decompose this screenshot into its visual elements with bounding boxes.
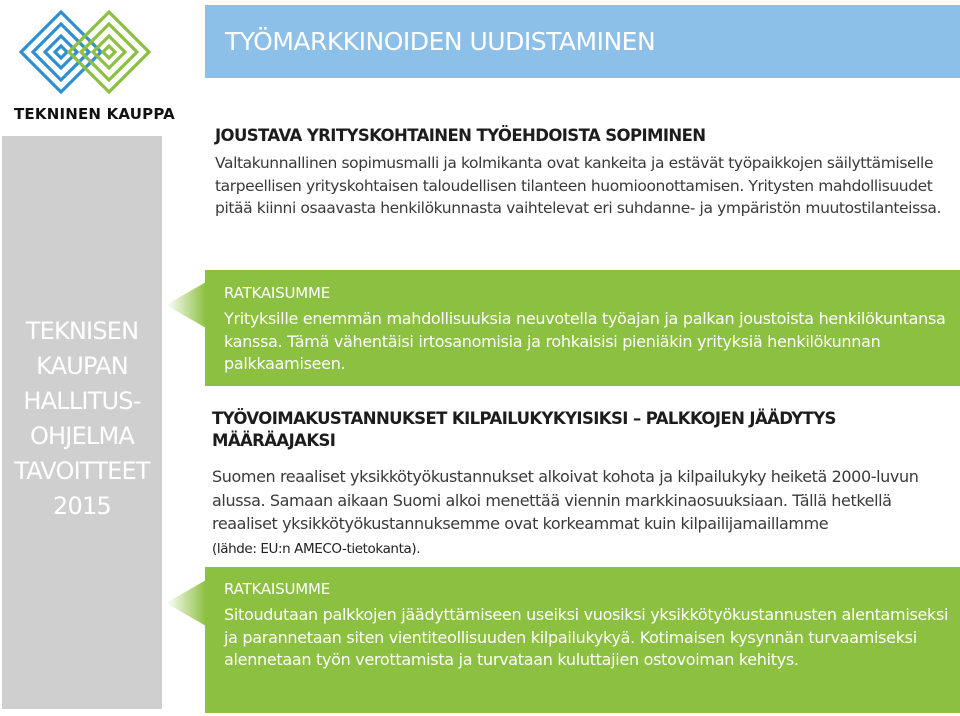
solution-box xyxy=(205,270,960,386)
sidebar-title-line: 2015 xyxy=(53,492,111,520)
header-bar xyxy=(205,5,960,78)
page-title: TYÖMARKKINOIDEN UUDISTAMINEN xyxy=(225,27,656,56)
solution-label: RATKAISUMME xyxy=(224,580,330,598)
arrow-pointer-icon xyxy=(166,580,206,626)
section-labour-costs xyxy=(212,408,957,561)
section-heading: JOUSTAVA YRITYSKOHTAINEN TYÖEHDOISTA SOPIMINEN xyxy=(215,126,706,145)
section-body-text: Suomen reaaliset yksikkötyökustannukset alkoivat kohota ja kilpailukyky heiketä 2000-luvun alussa. Samaan aikaan Suomi alkoi menettää viennin markkinaosuuksiaan. Tällä hetkellä reaaliset yksikkötyökustannuksemme ovat korkeammat kuin kilpailijamaillamme xyxy=(212,467,919,533)
solution-label: RATKAISUMME xyxy=(224,284,330,302)
sidebar-title xyxy=(2,314,162,524)
logo-text: TEKNINEN KAUPPA xyxy=(14,105,175,123)
section-flexible-agreements xyxy=(215,126,955,220)
sidebar-title-line: HALLITUS- xyxy=(23,387,141,415)
solution-box xyxy=(205,567,960,713)
sidebar-title-line: KAUPAN xyxy=(36,352,128,380)
logo-mark-icon xyxy=(17,8,153,96)
sidebar-title-line: TAVOITTEET xyxy=(14,457,150,485)
section-body: Valtakunnallinen sopimusmalli ja kolmikanta ovat kankeita ja estävät työpaikkojen säilyttämiselle tarpeellisen yrityskohtaisen taloudellisen tilanteen huomioonottamisen. Yritysten mahdollisuudet pitää kiinni osaavasta henkilökunnasta vaihtelevat eri suhdanne- ja ympäristön muutostilanteissa. xyxy=(215,154,942,217)
section-body xyxy=(212,465,952,561)
sidebar-panel xyxy=(2,136,162,709)
sidebar-title-line: OHJELMA xyxy=(29,422,135,450)
solution-body: Sitoudutaan palkkojen jäädyttämiseen useiksi vuosiksi yksikkötyökustannusten alentamiseksi ja parannetaan siten vientiteollisuuden kilpailukykyä. Kotimaisen kysynnän turvaamiseksi alennetaan työn verottamista ja turvataan kuluttajien ostovoiman kehitys. xyxy=(224,605,949,669)
section-heading: TYÖVOIMAKUSTANNUKSET KILPAILUKYKYISIKSI – PALKKOJEN JÄÄDYTYS MÄÄRÄAJAKSI xyxy=(212,409,836,450)
solution-body: Yrityksille enemmän mahdollisuuksia neuvotella työajan ja palkan joustoista henkilökuntansa kanssa. Tämä vähentäisi irtosanomisia ja rohkaisisi pieniäkin yrityksiä henkilökunnan palkkaamiseen. xyxy=(224,309,946,373)
arrow-pointer-icon xyxy=(166,282,206,328)
company-logo xyxy=(14,8,175,128)
source-note: (lähde: EU:n AMECO-tietokanta). xyxy=(212,540,421,557)
sidebar-title-line: TEKNISEN xyxy=(25,317,139,345)
